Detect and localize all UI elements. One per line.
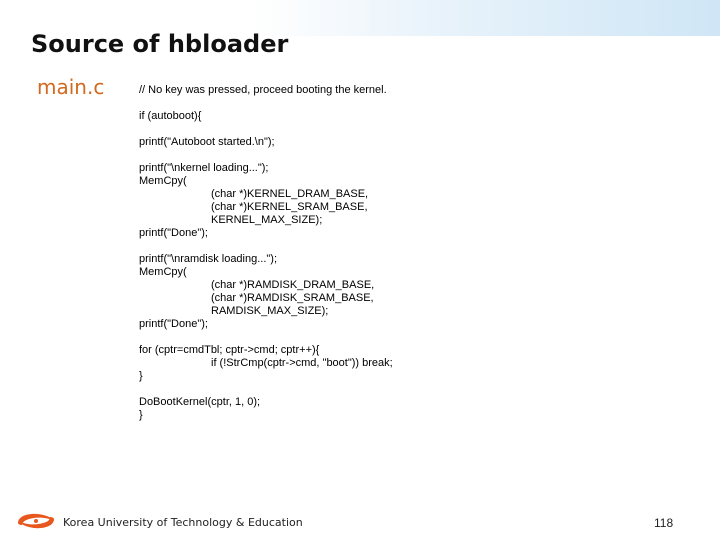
code-line: (char *)KERNEL_DRAM_BASE, — [211, 188, 369, 200]
code-line: printf("\nramdisk loading..."); — [139, 253, 278, 265]
code-blank-line — [139, 97, 699, 110]
code-listing — [139, 84, 699, 422]
code-line: (char *)KERNEL_SRAM_BASE, — [211, 201, 368, 213]
code-line: printf("Done"); — [139, 318, 208, 330]
code-line: MemCpy( — [139, 175, 187, 187]
code-line: } — [139, 409, 143, 421]
code-line: (char *)RAMDISK_DRAM_BASE, — [211, 279, 375, 291]
code-line: for (cptr=cmdTbl; cptr->cmd; cptr++){ — [139, 344, 320, 356]
code-blank-line — [139, 149, 699, 162]
title-divider — [0, 62, 720, 63]
code-blank-line — [139, 123, 699, 136]
code-line: RAMDISK_MAX_SIZE); — [211, 305, 329, 317]
code-line: // No key was pressed, proceed booting the kernel. — [139, 84, 387, 96]
code-line: KERNEL_MAX_SIZE); — [211, 214, 323, 226]
code-line: } — [139, 370, 143, 382]
code-line: printf("Done"); — [139, 227, 208, 239]
institution-name: Korea University of Technology & Education — [63, 516, 303, 529]
code-blank-line — [139, 331, 699, 344]
slide-title: Source of hbloader — [31, 30, 289, 58]
code-line: if (!StrCmp(cptr->cmd, "boot")) break; — [211, 357, 393, 369]
code-line: if (autoboot){ — [139, 110, 202, 122]
code-line: printf("\nkernel loading..."); — [139, 162, 269, 174]
code-blank-line — [139, 240, 699, 253]
page-number: 118 — [654, 516, 674, 530]
code-line: printf("Autoboot started.\n"); — [139, 136, 275, 148]
code-line: (char *)RAMDISK_SRAM_BASE, — [211, 292, 374, 304]
slide-subtitle: main.c — [37, 75, 105, 99]
slide-footer — [0, 505, 720, 540]
code-line: MemCpy( — [139, 266, 187, 278]
code-blank-line — [139, 383, 699, 396]
koreatech-logo-icon — [16, 511, 56, 531]
code-line: DoBootKernel(cptr, 1, 0); — [139, 396, 261, 408]
